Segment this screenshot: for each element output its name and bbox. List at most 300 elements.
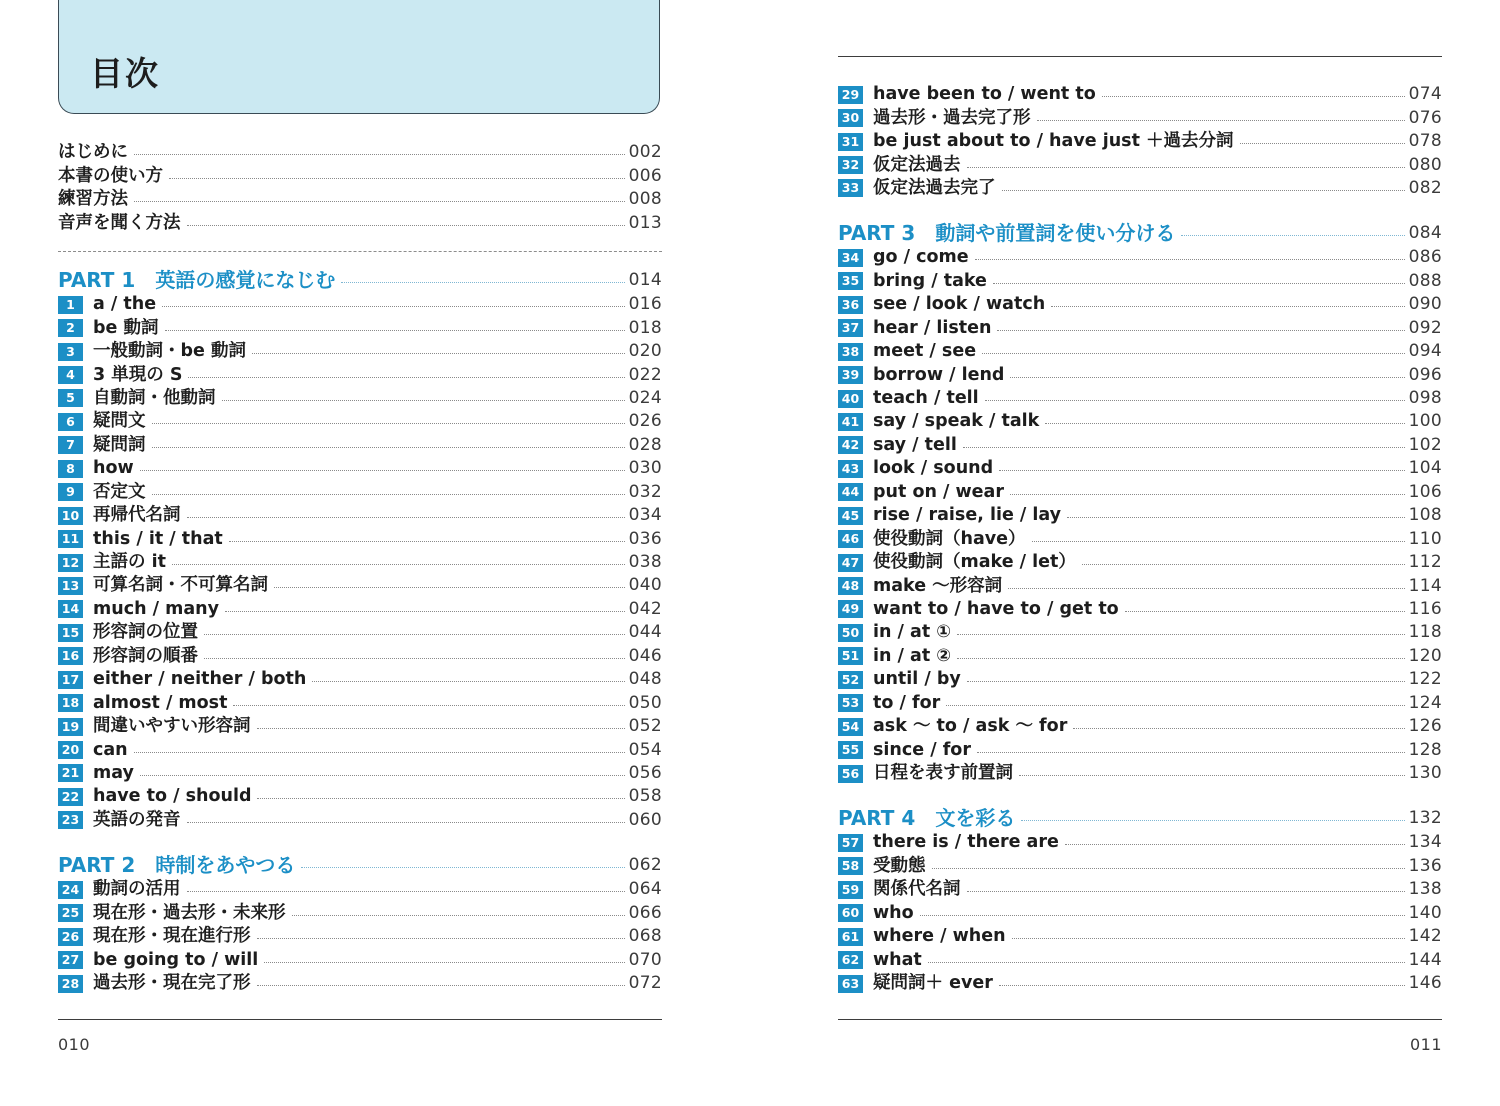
item-number-badge: 31 xyxy=(838,133,863,151)
toc-entry-label: 仮定法過去完了 xyxy=(873,177,996,198)
item-number-badge: 52 xyxy=(838,671,863,689)
page-ref: 072 xyxy=(628,973,662,994)
dot-leader xyxy=(993,283,1405,284)
toc-entry[interactable] xyxy=(838,387,1442,410)
item-number-badge: 12 xyxy=(58,554,83,572)
toc-entry-label: 受動態 xyxy=(873,855,926,876)
item-number-badge: 22 xyxy=(58,788,83,806)
toc-entry[interactable] xyxy=(838,481,1442,504)
toc-entry-label: 音声を聞く方法 xyxy=(58,212,181,233)
toc-entry-label: may xyxy=(93,762,134,783)
item-number-badge: 45 xyxy=(838,507,863,525)
toc-entry-label: there is / there are xyxy=(873,832,1059,853)
dot-leader xyxy=(999,470,1404,471)
toc-entry[interactable] xyxy=(838,925,1442,948)
toc-entry[interactable] xyxy=(838,878,1442,901)
dot-leader xyxy=(1065,844,1405,845)
toc-entry-label: borrow / lend xyxy=(873,364,1005,385)
page-ref: 032 xyxy=(628,481,662,502)
item-number-badge: 58 xyxy=(838,857,863,875)
dot-leader xyxy=(982,353,1405,354)
toc-title-box xyxy=(58,0,660,114)
page-ref: 076 xyxy=(1408,107,1442,128)
item-number-badge: 26 xyxy=(58,928,83,946)
dot-leader xyxy=(264,962,624,963)
toc-entry-label: 一般動詞・be 動詞 xyxy=(93,341,246,362)
page-ref: 122 xyxy=(1408,669,1442,690)
page-ref: 086 xyxy=(1408,247,1442,268)
dot-leader xyxy=(946,705,1404,706)
toc-entry-label: who xyxy=(873,902,914,923)
item-number-badge: 63 xyxy=(838,975,863,993)
toc-entry[interactable] xyxy=(838,457,1442,480)
toc-entry[interactable] xyxy=(58,738,662,761)
page-ref: 124 xyxy=(1408,692,1442,713)
toc-entry[interactable] xyxy=(838,130,1442,153)
page-number: 011 xyxy=(1409,1035,1442,1054)
item-number-badge: 38 xyxy=(838,343,863,361)
dot-leader xyxy=(204,658,625,659)
part-heading[interactable] xyxy=(838,805,1442,831)
item-number-badge: 42 xyxy=(838,436,863,454)
page-ref: 046 xyxy=(628,645,662,666)
toc-entry-label: 可算名詞・不可算名詞 xyxy=(93,575,268,596)
item-number-badge: 19 xyxy=(58,718,83,736)
toc-entry[interactable] xyxy=(838,527,1442,550)
dot-leader xyxy=(257,985,625,986)
toc-entry-label: be just about to / have just ＋過去分詞 xyxy=(873,131,1234,152)
dot-leader xyxy=(172,564,625,565)
toc-entry-label: where / when xyxy=(873,926,1006,947)
item-number-badge: 39 xyxy=(838,366,863,384)
item-number-badge: 61 xyxy=(838,928,863,946)
item-number-badge: 15 xyxy=(58,624,83,642)
toc-entry-label: 関係代名詞 xyxy=(873,879,961,900)
toc-entry-label: ask ～ to / ask ～ for xyxy=(873,716,1068,737)
dot-leader xyxy=(1051,306,1404,307)
toc-entry-label: 現在形・過去形・未来形 xyxy=(93,902,286,923)
item-number-badge: 44 xyxy=(838,483,863,501)
toc-entry[interactable] xyxy=(58,316,662,339)
item-number-badge: 55 xyxy=(838,741,863,759)
toc-entry-label: look / sound xyxy=(873,458,994,479)
footer-rule xyxy=(838,1019,1442,1020)
toc-entry[interactable] xyxy=(58,551,662,574)
toc-entry[interactable] xyxy=(838,270,1442,293)
toc-entry-label: 主語の it xyxy=(93,552,166,573)
toc-entry-label: 本書の使い方 xyxy=(58,165,163,186)
page-ref: 088 xyxy=(1408,270,1442,291)
dot-leader xyxy=(1102,96,1405,97)
item-number-badge: 2 xyxy=(58,319,83,337)
toc-entry-label: はじめに xyxy=(58,142,128,163)
toc-entry[interactable] xyxy=(838,668,1442,691)
toc-entry[interactable] xyxy=(838,504,1442,527)
dot-leader xyxy=(957,658,1405,659)
toc-entry[interactable] xyxy=(838,340,1442,363)
toc-entry[interactable] xyxy=(58,785,662,808)
toc-entry-label: 再帰代名詞 xyxy=(93,505,181,526)
item-number-badge: 48 xyxy=(838,577,863,595)
dot-leader xyxy=(1010,377,1404,378)
page-ref: 062 xyxy=(628,854,662,875)
dot-leader xyxy=(134,752,625,753)
page-ref: 048 xyxy=(628,669,662,690)
page-ref: 070 xyxy=(628,949,662,970)
toc-entry[interactable] xyxy=(58,948,662,971)
part-heading[interactable] xyxy=(58,267,662,293)
toc-entry[interactable] xyxy=(58,188,662,211)
page-ref: 008 xyxy=(628,189,662,210)
page-ref: 036 xyxy=(628,528,662,549)
page-ref: 042 xyxy=(628,598,662,619)
page-ref: 013 xyxy=(628,212,662,233)
toc-entry-label: 仮定法過去 xyxy=(873,154,961,175)
dot-leader xyxy=(977,752,1405,753)
toc-entry-label: 過去形・過去完了形 xyxy=(873,107,1031,128)
toc-entry[interactable] xyxy=(838,972,1442,995)
toc-entry[interactable] xyxy=(838,246,1442,269)
toc-entry[interactable] xyxy=(838,645,1442,668)
page-ref: 024 xyxy=(628,387,662,408)
dot-leader xyxy=(341,282,624,283)
page-ref: 090 xyxy=(1408,294,1442,315)
page-ref: 146 xyxy=(1408,973,1442,994)
toc-entry[interactable] xyxy=(58,527,662,550)
toc-entry[interactable] xyxy=(58,621,662,644)
dot-leader xyxy=(162,306,625,307)
toc-entry-label: 使役動詞（make / let） xyxy=(873,552,1076,573)
toc-entry[interactable] xyxy=(58,340,662,363)
page-ref: 094 xyxy=(1408,341,1442,362)
page-ref: 144 xyxy=(1408,949,1442,970)
dot-leader xyxy=(312,681,624,682)
page-ref: 142 xyxy=(1408,926,1442,947)
toc-entry[interactable] xyxy=(58,598,662,621)
toc-entry-label: how xyxy=(93,458,134,479)
toc-entry[interactable] xyxy=(838,692,1442,715)
item-number-badge: 6 xyxy=(58,413,83,431)
item-number-badge: 34 xyxy=(838,249,863,267)
page-ref: 020 xyxy=(628,341,662,362)
toc-entry[interactable] xyxy=(58,878,662,901)
dot-leader xyxy=(1012,938,1405,939)
page-ref: 028 xyxy=(628,434,662,455)
page-ref: 130 xyxy=(1408,763,1442,784)
page-ref: 112 xyxy=(1408,552,1442,573)
item-number-badge: 24 xyxy=(58,881,83,899)
toc-entry[interactable] xyxy=(58,691,662,714)
toc-entry-label: put on / wear xyxy=(873,481,1004,502)
toc-entry[interactable] xyxy=(838,434,1442,457)
part-heading[interactable] xyxy=(58,852,662,878)
part-heading-label: PART 1 英語の感覚になじむ xyxy=(58,267,336,292)
item-number-badge: 23 xyxy=(58,811,83,829)
toc-entry[interactable] xyxy=(58,434,662,457)
toc-entry[interactable] xyxy=(58,141,662,164)
page-ref: 082 xyxy=(1408,177,1442,198)
toc-entry[interactable] xyxy=(838,317,1442,340)
toc-entry-label: much / many xyxy=(93,598,220,619)
toc-entry[interactable] xyxy=(58,457,662,480)
dot-leader xyxy=(134,201,625,202)
toc-entry-label: this / it / that xyxy=(93,528,223,549)
toc-entry[interactable] xyxy=(838,293,1442,316)
dot-leader xyxy=(257,938,625,939)
item-number-badge: 32 xyxy=(838,156,863,174)
dot-leader xyxy=(963,447,1405,448)
item-number-badge: 30 xyxy=(838,109,863,127)
toc-entry[interactable] xyxy=(838,738,1442,761)
toc-entry-label: say / tell xyxy=(873,434,957,455)
item-number-badge: 60 xyxy=(838,904,863,922)
toc-entry-label: 現在形・現在進行形 xyxy=(93,926,251,947)
page-ref: 116 xyxy=(1408,598,1442,619)
toc-entry-label: a / the xyxy=(93,294,157,315)
dot-leader xyxy=(140,775,625,776)
item-number-badge: 36 xyxy=(838,296,863,314)
item-number-badge: 9 xyxy=(58,483,83,501)
toc-entry-label: what xyxy=(873,949,922,970)
toc-entry-label: in / at ② xyxy=(873,645,952,666)
page-ref: 126 xyxy=(1408,716,1442,737)
toc-entry-label: 3 単現の S xyxy=(93,364,183,385)
right-contents-list xyxy=(838,83,1442,995)
toc-entry-label: bring / take xyxy=(873,270,987,291)
dot-leader xyxy=(999,985,1405,986)
toc-entry-label: want to / have to / get to xyxy=(873,598,1119,619)
dot-leader xyxy=(1019,775,1405,776)
page-ref: 026 xyxy=(628,411,662,432)
dot-leader xyxy=(187,822,625,823)
toc-entry[interactable] xyxy=(838,762,1442,785)
dot-leader xyxy=(1032,541,1405,542)
page-ref: 098 xyxy=(1408,388,1442,409)
page-ref: 106 xyxy=(1408,481,1442,502)
dot-leader xyxy=(204,634,625,635)
page-ref: 092 xyxy=(1408,317,1442,338)
page-ref: 140 xyxy=(1408,902,1442,923)
item-number-badge: 20 xyxy=(58,741,83,759)
dot-leader xyxy=(1037,120,1405,121)
toc-entry-label: be 動詞 xyxy=(93,317,159,338)
page-number: 010 xyxy=(58,1035,91,1054)
page-ref: 078 xyxy=(1408,131,1442,152)
item-number-badge: 1 xyxy=(58,296,83,314)
dot-leader xyxy=(252,353,625,354)
page-ref: 136 xyxy=(1408,855,1442,876)
page-ref: 038 xyxy=(628,552,662,573)
page-ref: 128 xyxy=(1408,739,1442,760)
toc-entry-label: see / look / watch xyxy=(873,294,1046,315)
item-number-badge: 14 xyxy=(58,600,83,618)
footer-rule xyxy=(58,1019,662,1020)
item-number-badge: 17 xyxy=(58,671,83,689)
item-number-badge: 27 xyxy=(58,951,83,969)
item-number-badge: 25 xyxy=(58,904,83,922)
toc-entry-label: almost / most xyxy=(93,692,228,713)
part-heading[interactable] xyxy=(838,220,1442,246)
dot-leader xyxy=(165,330,625,331)
toc-entry[interactable] xyxy=(58,574,662,597)
page-ref: 108 xyxy=(1408,505,1442,526)
page-ref: 134 xyxy=(1408,832,1442,853)
toc-entry[interactable] xyxy=(58,715,662,738)
toc-entry-label: 疑問詞 xyxy=(93,434,146,455)
dot-leader xyxy=(152,494,625,495)
item-number-badge: 10 xyxy=(58,507,83,525)
page-ref: 118 xyxy=(1408,622,1442,643)
toc-entry[interactable] xyxy=(838,410,1442,433)
toc-entry-label: 使役動詞（have） xyxy=(873,528,1026,549)
page-ref: 022 xyxy=(628,364,662,385)
page-ref: 040 xyxy=(628,575,662,596)
toc-entry[interactable] xyxy=(838,621,1442,644)
dot-leader xyxy=(1125,611,1405,612)
item-number-badge: 46 xyxy=(838,530,863,548)
toc-entry[interactable] xyxy=(58,762,662,785)
dot-leader xyxy=(985,400,1405,401)
dot-leader xyxy=(187,891,625,892)
toc-entry[interactable] xyxy=(838,902,1442,925)
page-ref: 018 xyxy=(628,317,662,338)
toc-entry-label: hear / listen xyxy=(873,317,992,338)
toc-entry-label: 形容詞の位置 xyxy=(93,622,198,643)
dot-leader xyxy=(1073,728,1404,729)
dot-leader xyxy=(188,377,624,378)
toc-entry[interactable] xyxy=(58,387,662,410)
page-ref: 100 xyxy=(1408,411,1442,432)
toc-entry-label: 否定文 xyxy=(93,481,146,502)
toc-entry[interactable] xyxy=(838,855,1442,878)
dot-leader xyxy=(301,867,624,868)
item-number-badge: 11 xyxy=(58,530,83,548)
section-gap xyxy=(838,200,1442,220)
page-ref: 110 xyxy=(1408,528,1442,549)
toc-entry[interactable] xyxy=(838,598,1442,621)
toc-entry-label: until / by xyxy=(873,669,961,690)
item-number-badge: 50 xyxy=(838,624,863,642)
toc-entry[interactable] xyxy=(838,574,1442,597)
toc-entry-label: rise / raise, lie / lay xyxy=(873,505,1062,526)
dot-leader xyxy=(152,423,625,424)
toc-entry-label: 日程を表す前置詞 xyxy=(873,763,1013,784)
toc-entry-label: 自動詞・他動詞 xyxy=(93,387,216,408)
dot-leader xyxy=(257,728,625,729)
toc-entry[interactable] xyxy=(58,410,662,433)
toc-entry[interactable] xyxy=(838,948,1442,971)
toc-entry-label: make ～形容詞 xyxy=(873,575,1003,596)
dot-leader xyxy=(292,915,625,916)
dot-leader xyxy=(975,259,1405,260)
item-number-badge: 37 xyxy=(838,319,863,337)
toc-entry[interactable] xyxy=(58,925,662,948)
item-number-badge: 7 xyxy=(58,436,83,454)
dashed-separator xyxy=(58,251,662,252)
left-contents-list xyxy=(58,267,662,995)
toc-entry[interactable] xyxy=(58,809,662,832)
intro-list xyxy=(58,141,662,235)
dot-leader xyxy=(967,891,1405,892)
page-ref: 016 xyxy=(628,294,662,315)
dot-leader xyxy=(1002,190,1405,191)
toc-entry[interactable] xyxy=(58,902,662,925)
toc-entry[interactable] xyxy=(58,363,662,386)
toc-entry[interactable] xyxy=(58,481,662,504)
toc-entry-label: 過去形・現在完了形 xyxy=(93,973,251,994)
dot-leader xyxy=(222,400,625,401)
dot-leader xyxy=(225,611,625,612)
toc-entry[interactable] xyxy=(838,106,1442,129)
item-number-badge: 4 xyxy=(58,366,83,384)
toc-entry[interactable] xyxy=(838,831,1442,854)
item-number-badge: 49 xyxy=(838,600,863,618)
toc-entry[interactable] xyxy=(58,972,662,995)
dot-leader xyxy=(928,962,1405,963)
item-number-badge: 3 xyxy=(58,343,83,361)
dot-leader xyxy=(152,447,625,448)
toc-entry-label: have been to / went to xyxy=(873,84,1096,105)
item-number-badge: 41 xyxy=(838,413,863,431)
toc-entry-label: 形容詞の順番 xyxy=(93,645,198,666)
item-number-badge: 18 xyxy=(58,694,83,712)
dot-leader xyxy=(134,154,625,155)
toc-entry[interactable] xyxy=(58,293,662,316)
item-number-badge: 21 xyxy=(58,764,83,782)
toc-entry[interactable] xyxy=(838,153,1442,176)
toc-entry[interactable] xyxy=(838,715,1442,738)
page-ref: 056 xyxy=(628,762,662,783)
dot-leader xyxy=(1181,235,1404,236)
toc-entry[interactable] xyxy=(838,83,1442,106)
toc-entry[interactable] xyxy=(58,645,662,668)
item-number-badge: 28 xyxy=(58,975,83,993)
toc-entry-label: 練習方法 xyxy=(58,189,128,210)
toc-entry[interactable] xyxy=(58,668,662,691)
toc-entry-label: teach / tell xyxy=(873,388,979,409)
right-page xyxy=(838,0,1442,1106)
item-number-badge: 40 xyxy=(838,390,863,408)
part-heading-label: PART 2 時制をあやつる xyxy=(58,852,296,877)
item-number-badge: 13 xyxy=(58,577,83,595)
toc-entry-label: can xyxy=(93,739,128,760)
item-number-badge: 59 xyxy=(838,881,863,899)
left-page xyxy=(58,0,662,1106)
dot-leader xyxy=(1045,423,1404,424)
toc-entry[interactable] xyxy=(838,363,1442,386)
toc-entry-label: 動詞の活用 xyxy=(93,879,181,900)
toc-entry[interactable] xyxy=(838,177,1442,200)
header-rule xyxy=(838,56,1442,57)
page-ref: 034 xyxy=(628,505,662,526)
toc-entry[interactable] xyxy=(838,551,1442,574)
page-ref: 006 xyxy=(628,165,662,186)
part-heading-label: PART 4 文を彩る xyxy=(838,805,1016,830)
toc-entry-label: 英語の発音 xyxy=(93,809,181,830)
toc-entry-label: 疑問文 xyxy=(93,411,146,432)
item-number-badge: 43 xyxy=(838,460,863,478)
toc-entry[interactable] xyxy=(58,211,662,234)
page-ref: 084 xyxy=(1408,222,1442,243)
dot-leader xyxy=(1010,494,1405,495)
item-number-badge: 57 xyxy=(838,834,863,852)
page-ref: 052 xyxy=(628,716,662,737)
toc-entry[interactable] xyxy=(58,504,662,527)
item-number-badge: 53 xyxy=(838,694,863,712)
toc-entry[interactable] xyxy=(58,164,662,187)
dot-leader xyxy=(233,705,624,706)
item-number-badge: 51 xyxy=(838,647,863,665)
